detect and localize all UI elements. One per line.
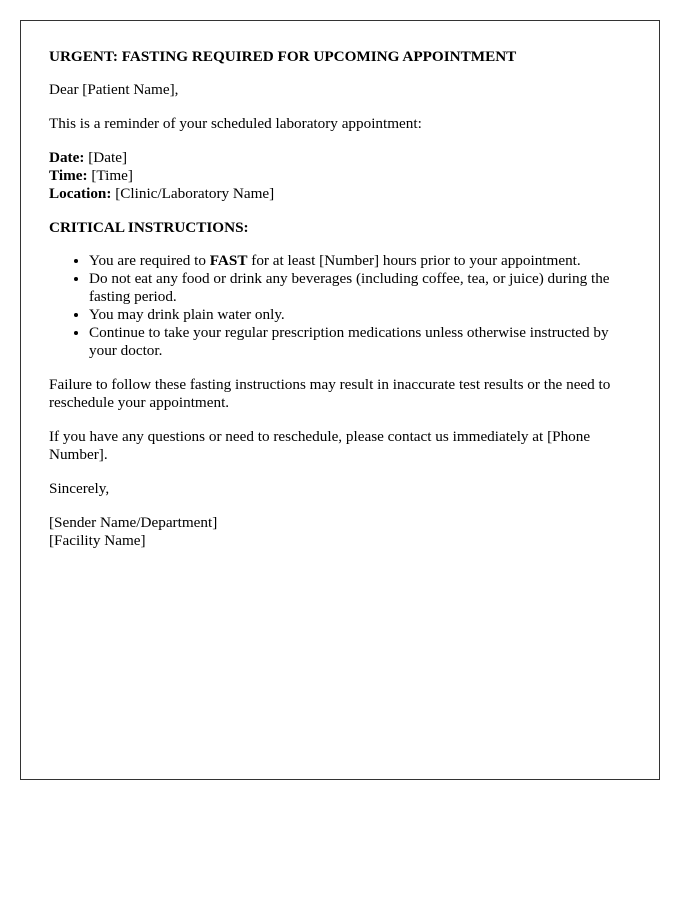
instruction-1-emphasis: FAST <box>209 252 248 269</box>
signature-block <box>49 514 631 550</box>
sender-name: [Sender Name/Department] <box>49 514 218 531</box>
date-value: [Date] <box>88 149 128 166</box>
instructions-list <box>49 252 631 360</box>
time-row <box>49 167 631 185</box>
warning-text: Failure to follow these fasting instructions may result in inaccurate test results or the need to reschedule your appointment. <box>49 376 611 411</box>
location-label: Location: <box>49 185 112 202</box>
contact-text: If you have any questions or need to reschedule, please contact us immediately at [Phone Number]. <box>49 428 591 463</box>
date-row <box>49 149 631 167</box>
list-item <box>89 252 631 270</box>
letter-title: URGENT: FASTING REQUIRED FOR UPCOMING APPOINTMENT <box>49 48 517 65</box>
location-row <box>49 185 631 203</box>
intro-text: This is a reminder of your scheduled laboratory appointment: <box>49 115 422 132</box>
instructions-title: CRITICAL INSTRUCTIONS: <box>49 219 249 236</box>
instruction-1-prefix: You are required to <box>89 252 210 269</box>
list-item: • Continue to take your regular prescription medications unless otherwise instructed by your doctor. <box>89 324 631 360</box>
list-item: • Do not eat any food or drink any beverages (including coffee, tea, or juice) during the fasting period. <box>89 270 631 306</box>
time-label: Time: <box>49 167 88 184</box>
letter-container <box>20 20 660 780</box>
closing: Sincerely, <box>49 480 110 497</box>
list-item: • You may drink plain water only. <box>89 306 631 324</box>
date-label: Date: <box>49 149 85 166</box>
instruction-1-suffix: for at least [Number] hours prior to your appointment. <box>247 252 581 269</box>
facility-name: [Facility Name] <box>49 532 146 549</box>
greeting: Dear [Patient Name], <box>49 81 179 98</box>
time-value: [Time] <box>91 167 133 184</box>
location-value: [Clinic/Laboratory Name] <box>115 185 275 202</box>
appointment-details <box>49 149 631 203</box>
